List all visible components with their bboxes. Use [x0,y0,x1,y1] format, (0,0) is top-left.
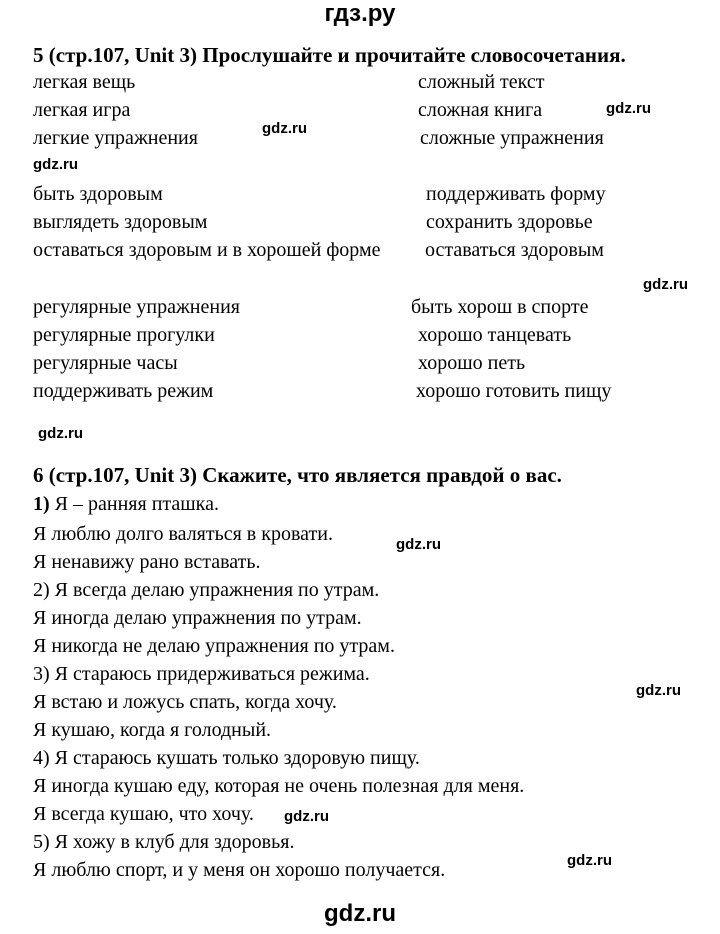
watermark: gdz.ru [567,852,612,869]
watermark: gdz.ru [284,808,329,825]
statement-line: Я иногда делаю упражнения по утрам. [33,607,362,629]
statement-line: Я никогда не делаю упражнения по утрам. [33,635,395,657]
statement-line: Я иногда кушаю еду, которая не очень полезная для меня. [33,775,525,797]
phrase-right: хорошо танцевать [418,324,572,346]
phrase-right: поддерживать форму [426,183,606,205]
statement-line: Я всегда кушаю, что хочу. [33,803,254,825]
statement-number: 1) [33,493,50,515]
statement-line: Я встаю и ложусь спать, когда хочу. [33,691,337,713]
watermark: gdz.ru [396,536,441,553]
statement-line: Я люблю долго валяться в кровати. [33,523,333,545]
watermark: gdz.ru [33,156,78,173]
watermark: gdz.ru [643,276,688,293]
phrase-left: легкая игра [33,99,131,121]
phrase-left: регулярные упражнения [33,296,240,318]
watermark: gdz.ru [636,682,681,699]
phrase-left: регулярные часы [33,352,178,374]
statement-line: 3) Я стараюсь придерживаться режима. [33,663,370,685]
phrase-left: легкие упражнения [33,127,198,149]
phrase-left: поддерживать режим [33,380,214,402]
statement-line: 2) Я всегда делаю упражнения по утрам. [33,579,380,601]
watermark: gdz.ru [262,120,307,137]
phrase-right: быть хорош в спорте [411,296,589,318]
phrase-right: оставаться здоровым [425,239,604,261]
phrase-right: сложные упражнения [420,127,604,149]
phrase-right: хорошо петь [418,352,526,374]
phrase-left: выглядеть здоровым [33,211,208,233]
statement-line: 5) Я хожу в клуб для здоровья. [33,831,295,853]
statement-line [33,491,219,517]
phrase-right: сложная книга [418,99,543,121]
phrase-left: регулярные прогулки [33,324,215,346]
phrase-right: сложный текст [418,71,545,93]
site-title: гдз.ру [324,0,396,27]
phrase-left: оставаться здоровым и в хорошей форме [33,239,381,261]
footer-watermark: gdz.ru [324,900,396,927]
statement-text: Я – ранняя пташка. [49,493,219,515]
task5-heading: 5 (стр.107, Unit 3) Прослушайте и прочитайте словосочетания. [33,43,626,67]
task6-heading: 6 (стр.107, Unit 3) Скажите, что является правдой о вас. [33,463,562,487]
watermark: gdz.ru [606,100,651,117]
statement-line: Я кушаю, когда я голодный. [33,719,272,741]
phrase-left: быть здоровым [33,183,163,205]
statement-line: Я ненавижу рано вставать. [33,551,261,573]
watermark: gdz.ru [38,425,83,442]
statement-line: 4) Я стараюсь кушать только здоровую пищу. [33,747,420,769]
phrase-right: хорошо готовить пищу [416,380,612,402]
phrase-left: легкая вещь [33,71,136,93]
statement-line: Я люблю спорт, и у меня он хорошо получается. [33,859,446,881]
phrase-right: сохранить здоровье [426,211,593,233]
